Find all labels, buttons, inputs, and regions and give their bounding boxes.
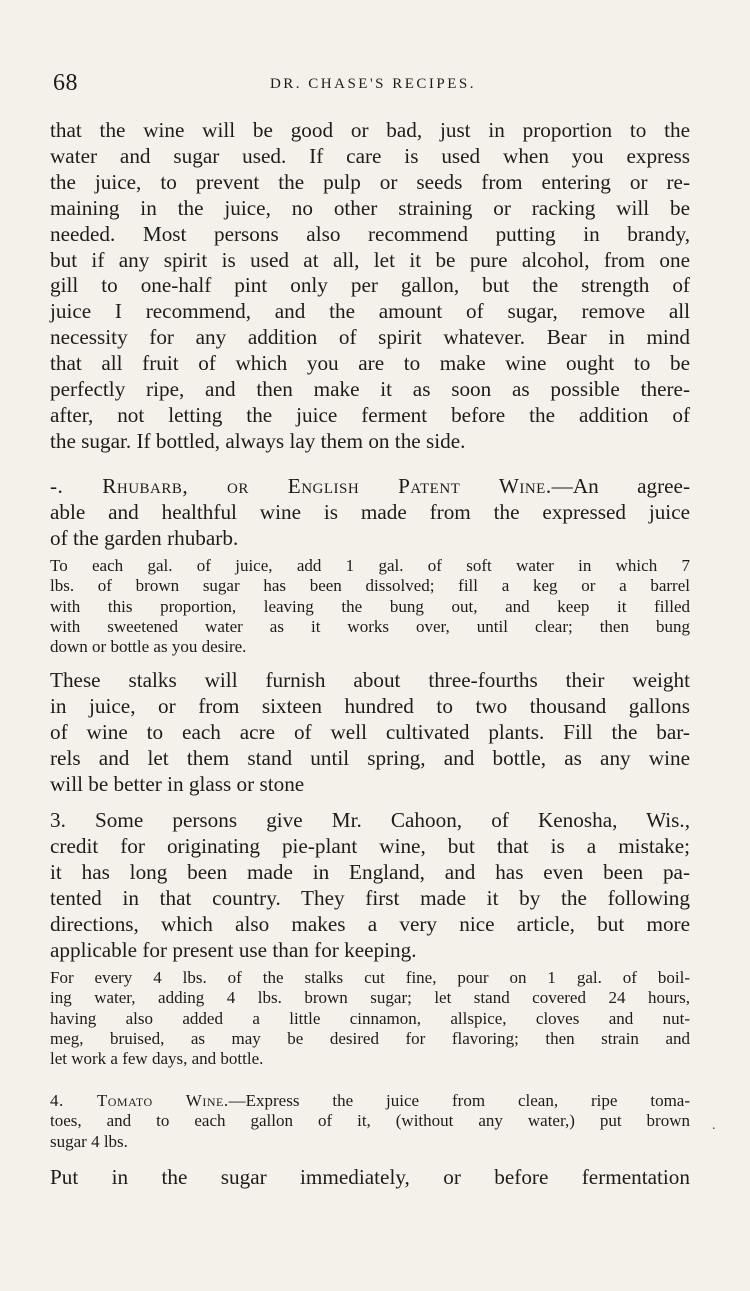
running-head: DR. CHASE'S RECIPES. <box>269 76 477 92</box>
paragraph-sugar-timing <box>50 1165 690 1191</box>
text-line: with sweetened water as it works over, until clear; then bung <box>50 616 690 636</box>
paragraph-tomato-wine <box>50 1091 690 1152</box>
recipe-heading-rest: —An agree- <box>551 474 690 498</box>
text-line: will be better in glass or stone <box>50 771 305 796</box>
text-line: let work a few days, and bottle. <box>50 1049 264 1069</box>
recipe-heading: 4. Tomato Wine. <box>50 1091 229 1110</box>
margin-mark: . <box>712 1118 716 1133</box>
text-line: water and sugar used. If care is used when you express <box>50 143 690 168</box>
text-line: of the garden rhubarb. <box>50 525 239 550</box>
text-line: directions, which also makes a very nice article, but more <box>50 911 690 936</box>
text-line: the sugar. If bottled, always lay them on the side. <box>50 428 466 453</box>
text-line: after, not letting the juice ferment before the addition of <box>50 402 690 427</box>
text-line: of wine to each acre of well cultivated plants. Fill the bar- <box>50 719 690 744</box>
paragraph-pie-plant-wine <box>50 808 690 963</box>
text-line: tented in that country. They first made it by the following <box>50 885 690 910</box>
paragraph-stalk-yield <box>50 668 690 798</box>
text-line: able and healthful wine is made from the expressed juice <box>50 499 690 524</box>
recipe-stalks-directions <box>50 968 690 1069</box>
text-line: credit for originating pie-plant wine, but that is a mistake; <box>50 833 690 858</box>
text-line: 3. Some persons give Mr. Cahoon, of Kenosha, Wis., <box>50 808 690 832</box>
text-line: necessity for any addition of spirit whatever. Bear in mind <box>50 325 690 350</box>
text-line: rels and let them stand until spring, and bottle, as any wine <box>50 745 690 770</box>
text-line: gill to one-half pint only per gallon, but the strength of <box>50 273 690 298</box>
text-line: the juice, to prevent the pulp or seeds from entering or re- <box>50 169 690 194</box>
text-line: having also added a little cinnamon, allspice, cloves and nut- <box>50 1008 690 1028</box>
text-line: that all fruit of which you are to make wine ought to be <box>50 351 690 376</box>
text-line <box>50 1091 690 1111</box>
text-line: it has long been made in England, and has even been pa- <box>50 859 690 884</box>
text-line: that the wine will be good or bad, just in proportion to the <box>50 118 690 142</box>
text-line: applicable for present use than for keeping. <box>50 937 417 962</box>
text-line: lbs. of brown sugar has been dissolved; fill a keg or a barrel <box>50 576 690 596</box>
text-line: perfectly ripe, and then make it as soon as possible there- <box>50 377 690 402</box>
paragraph-rhubarb-wine <box>50 474 690 552</box>
text-line: maining in the juice, no other straining or racking will be <box>50 195 690 220</box>
text-line: with this proportion, leaving the bung out, and keep it filled <box>50 596 690 616</box>
text-line: To each gal. of juice, add 1 gal. of soft water in which 7 <box>50 556 690 575</box>
text-line: down or bottle as you desire. <box>50 637 247 657</box>
text-line: toes, and to each gallon of it, (without any water,) put brown <box>50 1111 690 1131</box>
text-line <box>50 474 690 500</box>
text-line: needed. Most persons also recommend putting in brandy, <box>50 221 690 246</box>
text-line: juice I recommend, and the amount of sugar, remove all <box>50 299 690 324</box>
recipe-heading: -. Rhubarb, or English Patent Wine. <box>50 474 552 498</box>
recipe-rhubarb-directions <box>50 556 690 657</box>
text-line: meg, bruised, as may be desired for flavoring; then strain and <box>50 1028 690 1048</box>
text-line: ing water, adding 4 lbs. brown sugar; let stand covered 24 hours, <box>50 988 690 1008</box>
text-line: sugar 4 lbs. <box>50 1131 128 1151</box>
text-line: These stalks will furnish about three-fourths their weight <box>50 668 690 692</box>
paragraph-wine-strength <box>50 118 690 455</box>
text-line: but if any spirit is used at all, let it be pure alcohol, from one <box>50 247 690 272</box>
page-header <box>53 70 693 104</box>
text-line: For every 4 lbs. of the stalks cut fine, pour on 1 gal. of boil- <box>50 968 690 987</box>
text-line: in juice, or from sixteen hundred to two thousand gallons <box>50 693 690 718</box>
recipe-heading-rest: —Express the juice from clean, ripe toma- <box>228 1091 690 1110</box>
text-line: Put in the sugar immediately, or before fermentation <box>50 1165 690 1189</box>
page-number: 68 <box>53 70 78 96</box>
